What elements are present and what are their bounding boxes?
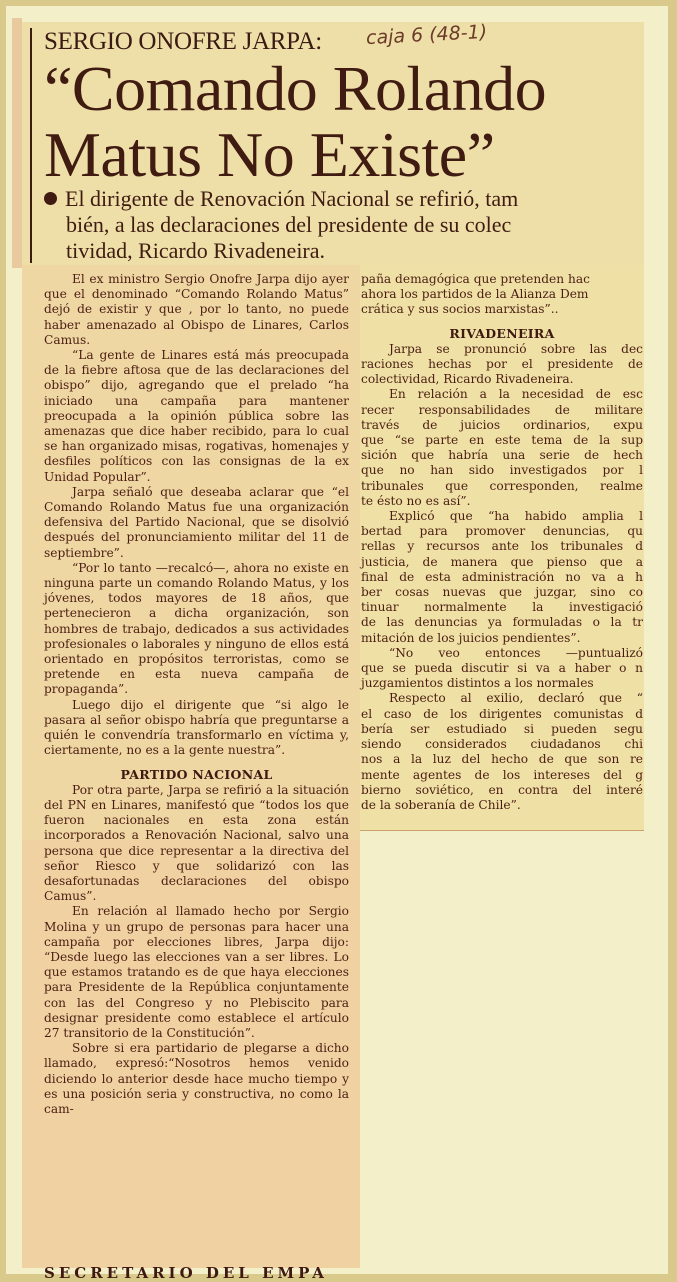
text-line: Respecto al exilio, declaró que “ — [389, 691, 643, 706]
text-line: ber cosas nuevas que juzgar, sino co — [361, 585, 643, 600]
paragraph: Sobre si era partidario de plegarse a dicho llamado, expresó:“Nosotros hemos venido diciendo lo anterior desde hace mucho tiempo y es una posición seria y constructiva, no como la cam- — [44, 1041, 349, 1116]
text-line: bertad para promover denuncias, qu — [361, 524, 643, 539]
text-line: que se pueda discutir si va a haber o n — [361, 661, 643, 676]
subheading-partido-nacional: PARTIDO NACIONAL — [120, 766, 273, 782]
text-line: colectividad, Ricardo Rivadeneira. — [361, 372, 574, 387]
text-line: de la soberanía de Chile”. — [361, 797, 521, 812]
text-line: tribunales que corresponden, realme — [361, 478, 643, 493]
kicker: SERGIO ONOFRE JARPA: — [44, 28, 322, 55]
text-line: nos a la luz del hecho de que son re — [361, 752, 643, 767]
text-line: paña demagógica que pretenden hac — [361, 272, 590, 286]
paragraph: En relación al llamado hecho por Sergio Molina y un grupo de personas para hacer una campaña por elecciones libres, Jarpa dijo: “Desde luego las elecciones van a ser libres. Lo que estamos tratando es de que haya elecciones para Presidente de la República conjuntamente con las del Congreso y no Plebiscito para designar presidente como establece el artículo 27 transitorio de la Constitución”. — [44, 904, 349, 1040]
right-column-paragraphs — [361, 342, 643, 813]
text-line: siendo considerados ciudadanos chi — [361, 737, 643, 752]
text-line: bierno soviético, en contra del interé — [361, 782, 643, 797]
column-rule — [30, 28, 32, 263]
paragraph: “La gente de Linares está más preocupada de la fiebre aftosa que de las declaraciones del obispo” dijo, agregando que el prelado “ha iniciado una campaña para mantener preocupada a la opinión pública sobre las amenazas que dice haber recibido, para lo cual se han organizado misas, rogativas, homenajes y desfiles políticos con las consignas de la ex Unidad Popular”. — [44, 348, 349, 484]
subheading-rivadeneira: RIVADENEIRA — [449, 325, 555, 341]
text-line: tinuar normalmente la investigació — [361, 600, 643, 615]
text-line: raciones hechas por el presidente de — [361, 357, 643, 372]
paragraph: El ex ministro Sergio Onofre Jarpa dijo ayer que el denominado “Comando Rolando Matus” dejó de existir y que , por lo tanto, no puede haber amenazado al Obispo de Linares, Carlos Camus. — [44, 272, 349, 347]
text-line: través de juicios ordinarios, expu — [361, 417, 643, 432]
text-line: que “se parte en este tema de la sup — [361, 433, 643, 448]
headline-line: Matus No Existe” — [44, 119, 495, 190]
text-line: mitación de los juicios pendientes”. — [361, 630, 581, 645]
text-line: En relación a la necesidad de esc — [389, 387, 643, 402]
text-line: crática y sus socios marxistas”.. — [361, 302, 559, 317]
text-line: ahora los partidos de la Alianza Dem — [361, 287, 589, 302]
text-line: justicia, de manera que pienso que a — [361, 554, 643, 569]
text-line: mente agentes de los intereses del g — [361, 767, 643, 782]
text-line: Jarpa se pronunció sobre las dec — [389, 341, 643, 356]
text-line: el caso de los dirigentes comunistas d — [361, 706, 643, 721]
text-line: final de esta administración no va a h — [361, 569, 643, 584]
left-column — [44, 272, 349, 1117]
text-line: sición que habría una serie de hech — [361, 448, 643, 463]
text-line: bería ser estudiado si pueden segu — [361, 721, 643, 736]
deck-line: bién, a las declaraciones del presidente de su colec — [66, 212, 512, 237]
deck-line: tividad, Ricardo Rivadeneira. — [66, 238, 326, 263]
headline-line: “Comando Rolando — [44, 53, 547, 124]
bullet-icon — [44, 192, 57, 205]
text-line: te ésto no es así”. — [361, 493, 471, 508]
paragraph: Por otra parte, Jarpa se refirió a la situación del PN en Linares, manifestó que “todos los que fueron nacionales en esta zona están incorporados a Renovación Nacional, salvo una persona que dice representar a la directiva del señor Riesco y que solidarizó con las desafortunadas declaraciones del obispo Camus”. — [44, 782, 349, 904]
right-column — [361, 272, 643, 813]
deck — [44, 186, 644, 264]
tape-edge — [12, 18, 22, 268]
text-line: recer responsabilidades de militare — [361, 402, 643, 417]
text-line: Explicó que “ha habido amplia l — [389, 509, 643, 524]
handwritten-archive-note: caja 6 (48-1) — [365, 20, 488, 50]
headline — [44, 53, 644, 190]
paragraph: Luego dijo el dirigente que “si algo le pasara al señor obispo habría que preguntarse a quién le convendría transformarlo en víctima y, ciertamente, no es a la gente nuestra”. — [44, 697, 349, 758]
text-line: rellas y recursos ante los tribunales d — [361, 539, 643, 554]
text-line: de las denuncias ya formuladas o la tr — [361, 615, 643, 630]
text-line: “No veo entonces —puntualizó — [389, 645, 643, 660]
paragraph: Jarpa señaló que deseaba aclarar que “el Comando Rolando Matus fue una organización defensiva del Partido Nacional, que se disolvió después del pronunciamiento militar del 11 de septiembre”. — [44, 484, 349, 560]
text-line: que no han sido investigados por l — [361, 463, 643, 478]
cut-off-heading: SECRETARIO DEL EMPA — [44, 1264, 328, 1282]
text-line: juzgamientos distintos a los normales — [361, 676, 594, 691]
paragraph: “Por lo tanto —recalcó—, ahora no existe en ninguna parte un comando Rolando Matus, y los jóvenes, todos mayores de 18 años, que pertenecieron a dicha organización, son hombres de trabajo, dedicados a sus actividades profesionales o laborales y ninguno de ellos está orientado en propósitos terroristas, como se pretende en esta nueva campaña de propaganda”. — [44, 560, 349, 697]
deck-line: El dirigente de Renovación Nacional se refirió, tam — [44, 186, 640, 212]
